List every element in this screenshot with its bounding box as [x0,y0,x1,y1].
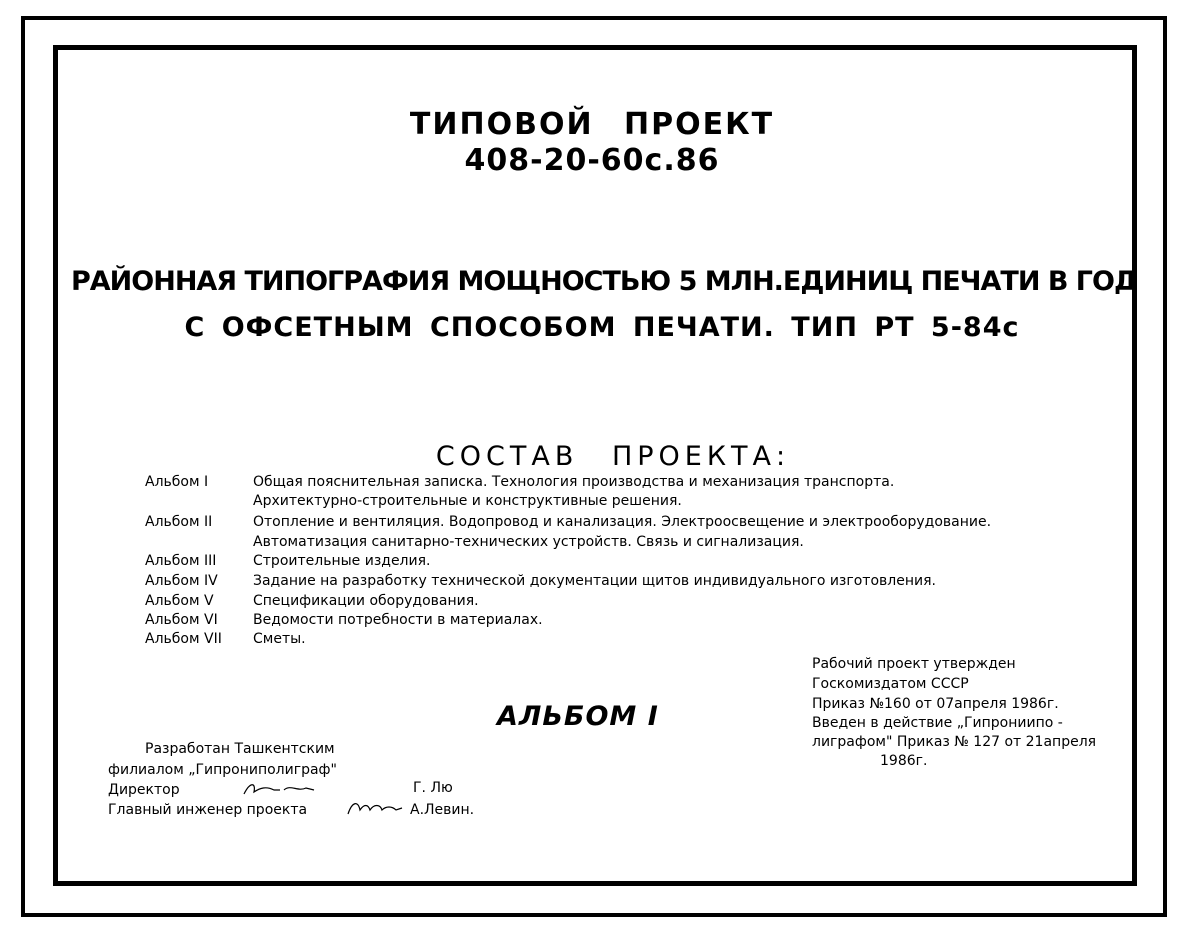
approval-line: Госкомиздатом СССР [812,676,969,692]
director-label: Директор [108,782,180,798]
album-description: Общая пояснительная записка. Технология производства и механизация транспорта. [253,474,895,490]
album-description: Спецификации оборудования. [253,593,479,609]
approval-line: Приказ №160 от 07апреля 1986г. [812,696,1059,712]
approval-line: Введен в действие „Гипрониипо - [812,715,1063,731]
approval-line: Рабочий проект утвержден [812,656,1016,672]
album-description: Задание на разработку технической документации щитов индивидуального изготовления. [253,573,936,589]
chief-engineer-label: Главный инженер проекта [108,802,308,818]
album-label: Альбом II [145,514,213,530]
album-label: Альбом VI [145,612,218,628]
document-title: ТИПОВОЙ ПРОЕКТ [409,107,775,142]
developer-line: Разработан Ташкентским [145,741,335,757]
album-label: Альбом IV [145,573,218,589]
album-description: Отопление и вентиляция. Водопровод и канализация. Электроосвещение и электрооборудование. [253,514,992,530]
project-name-line-1: РАЙОННАЯ ТИПОГРАФИЯ МОЩНОСТЬЮ 5 МЛН.ЕДИНИЦ ПЕЧАТИ В ГОД [70,266,1137,297]
album-label: Альбом VII [145,631,222,647]
approval-line: лиграфом" Приказ № 127 от 21апреля [812,734,1097,750]
album-label: Альбом I [145,474,209,490]
approval-line: 1986г. [880,753,928,769]
album-description: Автоматизация санитарно-технических устройств. Связь и сигнализация. [253,534,804,550]
chief-engineer-name: А.Левин. [410,802,475,818]
album-description: Ведомости потребности в материалах. [253,612,543,628]
album-mark: АЛЬБОМ I [497,701,659,732]
album-label: Альбом V [145,593,214,609]
director-signature [240,778,320,800]
project-name-line-2: С ОФСЕТНЫМ СПОСОБОМ ПЕЧАТИ. ТИП РТ 5-84с [184,312,1020,343]
album-label: Альбом III [145,553,217,569]
project-number: 408-20-60с.86 [464,143,720,178]
composition-title: СОСТАВ ПРОЕКТА: [435,441,791,472]
album-description: Архитектурно-строительные и конструктивные решения. [253,493,682,509]
director-name: Г. Лю [413,780,453,796]
developer-line: филиалом „Гипрониполиграф" [108,762,337,778]
album-description: Строительные изделия. [253,553,431,569]
album-description: Сметы. [253,631,306,647]
chief-engineer-signature [344,796,406,818]
